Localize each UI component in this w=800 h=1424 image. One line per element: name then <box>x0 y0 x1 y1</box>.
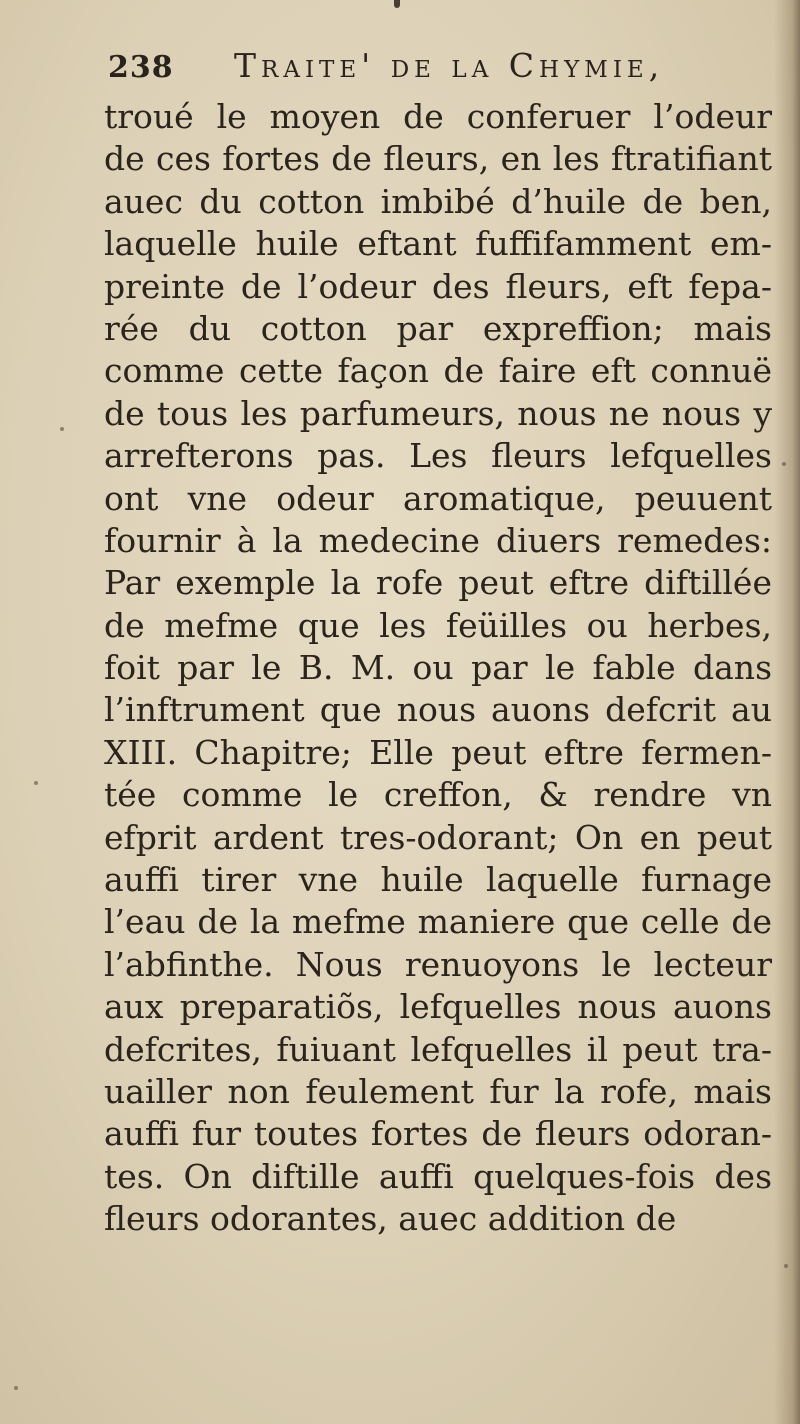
page-edge-shadow <box>774 0 800 1424</box>
page-header <box>108 44 768 96</box>
text-line: auffi tirer vne huile laquelle furnage <box>104 860 772 900</box>
text-line: de ces fortes de fleurs, en les ftratifiant <box>104 139 772 179</box>
text-line: fleurs odorantes, auec addition de <box>104 1199 677 1239</box>
ink-speck <box>14 1386 18 1390</box>
text-line: ont vne odeur aromatique, peuuent <box>104 478 772 518</box>
body-text <box>104 96 772 1241</box>
text-line: efprit ardent tres-odorant; On en peut <box>104 817 772 857</box>
text-line: tée comme le creffon, & rendre vn <box>104 775 772 815</box>
ink-speck <box>60 427 64 431</box>
ink-speck <box>784 1264 788 1268</box>
text-line: preinte de l’odeur des fleurs, eft fepa- <box>104 266 772 306</box>
ink-speck <box>34 781 38 785</box>
text-line: aux preparatiõs, lefquelles nous auons <box>104 987 772 1027</box>
text-line: auffi fur toutes fortes de fleurs odoran- <box>104 1114 772 1154</box>
text-line: comme cette façon de faire eft connuë <box>104 351 772 391</box>
text-line: Par exemple la rofe peut eftre diftillée <box>104 563 772 603</box>
ink-speck <box>782 462 786 466</box>
text-line: defcrites, fuiuant lefquelles il peut tra- <box>104 1029 772 1069</box>
ink-mark <box>394 0 400 8</box>
text-line: troué le moyen de conferuer l’odeur <box>104 97 772 136</box>
text-line: arrefterons pas. Les fleurs lefquelles <box>104 436 772 476</box>
text-line: auec du cotton imbibé d’huile de ben, <box>104 181 772 221</box>
running-title: Traite' de la Chymie, <box>234 46 665 85</box>
text-line: rée du cotton par expreffion; mais <box>104 308 772 348</box>
text-line: l’inftrument que nous auons defcrit au <box>104 690 772 730</box>
text-line: tes. On diftille auffi quelques-fois des <box>104 1156 772 1196</box>
page-number: 238 <box>108 50 174 85</box>
text-line: XIII. Chapitre; Elle peut eftre fermen- <box>104 732 772 772</box>
text-line: l’abfinthe. Nous renuoyons le lecteur <box>104 944 772 984</box>
text-line: l’eau de la mefme maniere que celle de <box>104 902 772 942</box>
text-line: de tous les parfumeurs, nous ne nous y <box>104 393 772 433</box>
text-line: fournir à la medecine diuers remedes: <box>104 520 772 560</box>
text-line: laquelle huile eftant fuffifamment em- <box>104 224 772 264</box>
text-line: foit par le B. M. ou par le fable dans <box>104 648 772 688</box>
text-line: de mefme que les feüilles ou herbes, <box>104 605 772 645</box>
text-line: uailler non feulement fur la rofe, mais <box>104 1071 772 1111</box>
